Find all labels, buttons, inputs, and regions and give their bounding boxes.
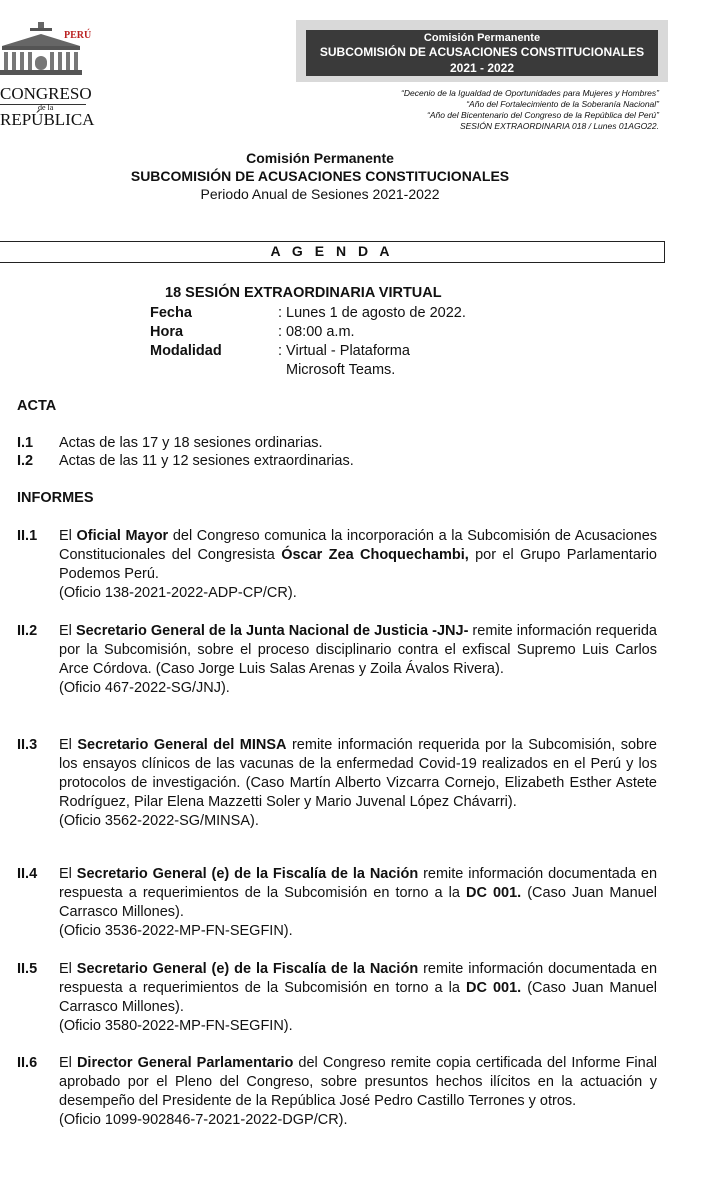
logo-republica-text: REPÚBLICA bbox=[0, 110, 95, 129]
informes-heading: INFORMES bbox=[17, 490, 94, 506]
informe-text-part: (Caso Juan Manuel Carrasco Millones). bbox=[59, 885, 657, 920]
decenio-line: “Año del Bicentenario del Congreso de la República del Perú” bbox=[426, 110, 659, 120]
acta-heading: ACTA bbox=[17, 398, 57, 414]
informe-text bbox=[59, 960, 657, 1017]
informe-text bbox=[59, 527, 657, 584]
informe-sender: Secretario General del MINSA bbox=[77, 737, 287, 753]
informe-text bbox=[59, 736, 657, 812]
informe-item bbox=[17, 622, 657, 698]
informe-reference: (Oficio 138-2021-2022-ADP-CP/CR). bbox=[59, 585, 297, 601]
informe-text-part: El bbox=[59, 961, 77, 977]
modalidad-value-2: Microsoft Teams. bbox=[286, 362, 396, 378]
informe-text-part: remite información documentada en respuesta a requerimientos de la Subcomisión en torno a la bbox=[59, 866, 658, 901]
informe-item bbox=[17, 736, 657, 831]
informe-text-part: El bbox=[59, 737, 78, 753]
modalidad-value-1: : Virtual - Plataforma bbox=[278, 343, 410, 359]
fecha-label: Fecha bbox=[150, 305, 192, 321]
informe-reference: (Oficio 467-2022-SG/JNJ). bbox=[59, 680, 230, 696]
modalidad-label: Modalidad bbox=[150, 343, 222, 359]
informe-reference: (Oficio 3536-2022-MP-FN-SEGFIN). bbox=[59, 923, 293, 939]
informe-text-part: El bbox=[59, 528, 77, 544]
acta-item-number: I.1 bbox=[17, 435, 34, 451]
acta-item-number: I.2 bbox=[17, 453, 34, 469]
informe-sender: Secretario General (e) de la Fiscalía de la Nación bbox=[76, 866, 419, 882]
modalidad-value bbox=[278, 342, 518, 380]
decenio-line: “Decenio de la Igualdad de Oportunidades para Mujeres y Hombres” bbox=[401, 88, 659, 98]
modalidad-row bbox=[150, 342, 518, 380]
informe-text-part: remite información documentada en respuesta a requerimientos de la Subcomisión en torno a la bbox=[59, 961, 658, 996]
informe-text-part: El bbox=[59, 866, 77, 882]
acta-item bbox=[17, 434, 323, 452]
fecha-value: : Lunes 1 de agosto de 2022. bbox=[278, 305, 466, 321]
informe-reference: (Oficio 3580-2022-MP-FN-SEGFIN). bbox=[59, 1018, 293, 1034]
informe-text-part: del Congreso comunica la incorporación a la Subcomisión de Acusaciones Constitucionales del Congresista bbox=[59, 528, 658, 563]
informe-text-part: por el Grupo Parlamentario Podemos Perú. bbox=[59, 547, 657, 582]
title-line1: Comisión Permanente bbox=[246, 150, 394, 166]
informe-item bbox=[17, 960, 657, 1036]
title-line3: Periodo Anual de Sesiones 2021-2022 bbox=[200, 186, 440, 202]
logo-dela-text: de la bbox=[38, 103, 54, 112]
informe-item bbox=[17, 527, 657, 603]
informe-text bbox=[59, 865, 657, 922]
informe-reference: (Oficio 1099-902846-7-2021-2022-DGP/CR). bbox=[59, 1112, 348, 1128]
informe-item bbox=[17, 1054, 657, 1130]
informe-number: II.6 bbox=[17, 1055, 38, 1071]
hora-label: Hora bbox=[150, 324, 184, 340]
decenio-line: “Año del Fortalecimiento de la Soberanía Nacional” bbox=[466, 99, 659, 109]
acta-item-text: Actas de las 11 y 12 sesiones extraordinarias. bbox=[59, 453, 354, 469]
informe-text-part: El bbox=[59, 1055, 77, 1071]
congress-logo bbox=[0, 20, 100, 132]
informe-text-part: (Caso Juan Manuel Carrasco Millones). bbox=[59, 980, 657, 1015]
session-ref-line: SESIÓN EXTRAORDINARIA 018 / Lunes 01AGO22. bbox=[459, 121, 659, 131]
header-banner bbox=[306, 30, 658, 76]
session-info bbox=[150, 304, 518, 380]
session-title: 18 SESIÓN EXTRAORDINARIA VIRTUAL bbox=[165, 285, 442, 301]
informe-reference: (Oficio 3562-2022-SG/MINSA). bbox=[59, 813, 259, 829]
informe-number: II.3 bbox=[17, 737, 38, 753]
informe-text-part: del Congreso remite copia certificada del Informe Final aprobado por el Pleno del Congreso, sobre presuntos hechos ilícitos en la actuación y desempeño del Presidente de la República José Pedro Castillo Terrones y otros. bbox=[59, 1055, 657, 1109]
informe-text-part: remite información requerida por la Subcomisión, sobre el proceso disciplinario contra el exfiscal Supremo Luis Carlos Arce Córdova. (Caso Jorge Luis Salas Arenas y Zoila Ávalos Rivera). bbox=[59, 623, 657, 677]
informe-sender: Director General Parlamentario bbox=[76, 1055, 294, 1071]
header-line2: SUBCOMISIÓN DE ACUSACIONES CONSTITUCIONALES bbox=[319, 45, 645, 59]
header-line1: Comisión Permanente bbox=[423, 32, 541, 44]
informe-highlight: Óscar Zea Choquechambi, bbox=[281, 547, 469, 563]
hora-row bbox=[150, 323, 518, 342]
informe-text bbox=[59, 1054, 657, 1111]
informe-number: II.1 bbox=[17, 528, 38, 544]
informe-number: II.4 bbox=[17, 866, 38, 882]
document-title bbox=[0, 149, 640, 203]
informe-text bbox=[59, 622, 657, 679]
informe-highlight: DC 001. bbox=[465, 980, 522, 996]
informe-number: II.5 bbox=[17, 961, 38, 977]
header-line3: 2021 - 2022 bbox=[449, 61, 515, 75]
logo-congreso-text: CONGRESO bbox=[0, 84, 92, 103]
informe-highlight: DC 001. bbox=[465, 885, 522, 901]
informe-sender: Oficial Mayor bbox=[76, 528, 169, 544]
fecha-row bbox=[150, 304, 518, 323]
logo-peru-text: PERÚ bbox=[64, 30, 92, 41]
hora-value: : 08:00 a.m. bbox=[278, 324, 355, 340]
informe-item bbox=[17, 865, 657, 941]
informe-text-part: remite información requerida por la Subcomisión, sobre los ensayos clínicos de las vacunas de la enfermedad Covid-19 realizados en el Perú y los protocolos de investigación. (Caso Martín Alberto Vizcarra Cornejo, Elizabeth Esther Astete Rodríguez, Pilar Elena Mazzetti Soler y Mario Juvenal López Chávarri). bbox=[59, 737, 658, 810]
informe-sender: Secretario General de la Junta Nacional de Justicia -JNJ- bbox=[75, 623, 469, 639]
acta-item bbox=[17, 452, 354, 470]
header-frame bbox=[296, 20, 668, 82]
title-line2: SUBCOMISIÓN DE ACUSACIONES CONSTITUCIONALES bbox=[130, 168, 510, 184]
agenda-heading: A G E N D A bbox=[0, 241, 665, 263]
informe-text-part: El bbox=[59, 623, 76, 639]
decenio-block bbox=[401, 88, 659, 132]
informe-number: II.2 bbox=[17, 623, 38, 639]
acta-item-text: Actas de las 17 y 18 sesiones ordinarias. bbox=[59, 435, 323, 451]
informe-sender: Secretario General (e) de la Fiscalía de la Nación bbox=[76, 961, 419, 977]
